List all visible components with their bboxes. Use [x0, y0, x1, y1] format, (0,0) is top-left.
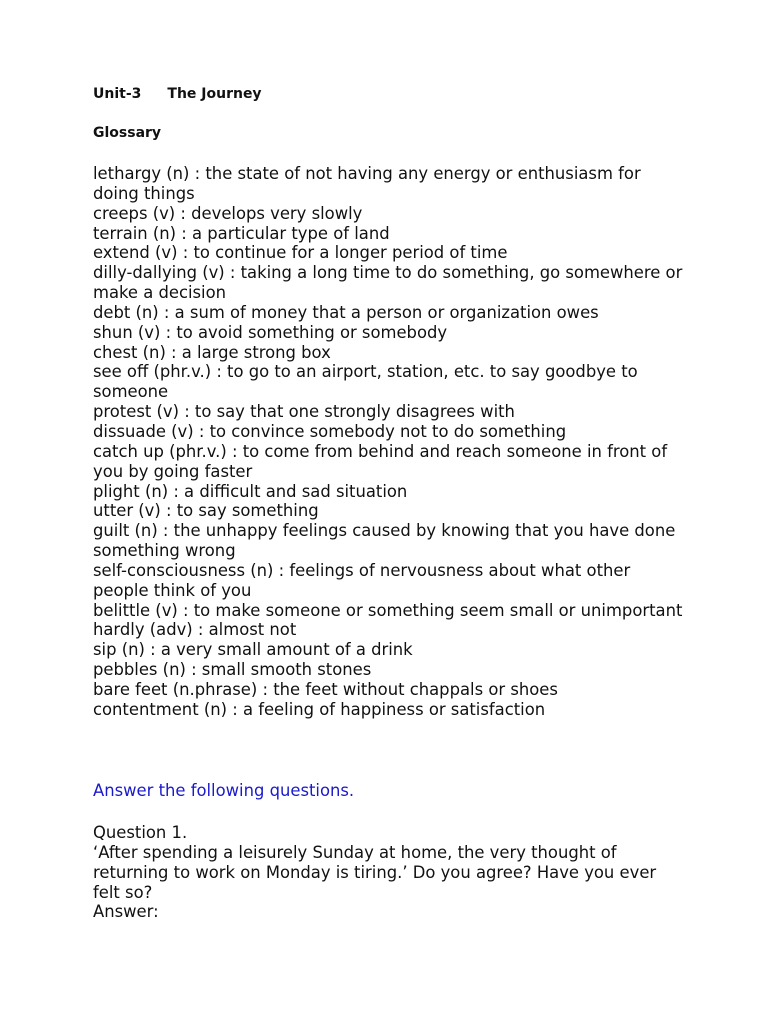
glossary-entry: debt (n) : a sum of money that a person or organization owes: [93, 302, 599, 322]
glossary-entry: lethargy (n) : the state of not having any energy or enthusiasm for doing things: [93, 164, 641, 203]
glossary-list: [93, 164, 683, 720]
unit-title: The Journey: [167, 86, 262, 102]
glossary-entry: terrain (n) : a particular type of land: [93, 223, 390, 243]
glossary-entry: creeps (v) : develops very slowly: [93, 203, 363, 223]
glossary-entry: protest (v) : to say that one strongly disagrees with: [93, 402, 515, 422]
unit-number: Unit-3: [93, 86, 142, 102]
glossary-entry: dilly-dallying (v) : taking a long time to do something, go somewhere or make a decision: [93, 263, 683, 303]
instruction-text: Answer the following questions.: [93, 781, 355, 800]
glossary-entry: belittle (v) : to make someone or something seem small or unimportant: [93, 600, 683, 620]
glossary-entry: bare feet (n.phrase) : the feet without chappals or shoes: [93, 679, 558, 699]
glossary-entry: plight (n) : a difficult and sad situation: [93, 481, 408, 501]
question-label: Question 1.: [93, 823, 188, 842]
glossary-entry: shun (v) : to avoid something or somebody: [93, 322, 448, 342]
glossary-heading: Glossary: [93, 125, 162, 141]
glossary-entry: pebbles (n) : small smooth stones: [93, 660, 372, 680]
glossary-entry: catch up (phr.v.) : to come from behind and reach someone in front of you by going faster: [93, 441, 668, 481]
glossary-entry: chest (n) : a large strong box: [93, 342, 331, 362]
unit-heading: [93, 86, 262, 102]
answer-label: Answer:: [93, 902, 159, 922]
glossary-entry: guilt (n) : the unhappy feelings caused by knowing that you have done something wrong: [93, 521, 676, 561]
question-text: ‘After spending a leisurely Sunday at home, the very thought of returning to work on Monday is tiring.’ Do you agree? Have you ever felt so?: [93, 842, 657, 902]
question-block: [93, 823, 683, 922]
glossary-entry: hardly (adv) : almost not: [93, 620, 297, 640]
glossary-entry: contentment (n) : a feeling of happiness or satisfaction: [93, 699, 546, 719]
glossary-entry: sip (n) : a very small amount of a drink: [93, 640, 413, 660]
glossary-entry: utter (v) : to say something: [93, 501, 319, 521]
glossary-entry: self-consciousness (n) : feelings of nervousness about what other people think of you: [93, 560, 631, 600]
glossary-entry: see off (phr.v.) : to go to an airport, station, etc. to say goodbye to someone: [93, 362, 638, 402]
glossary-entry: extend (v) : to continue for a longer period of time: [93, 243, 508, 263]
glossary-entry: dissuade (v) : to convince somebody not to do something: [93, 421, 567, 441]
